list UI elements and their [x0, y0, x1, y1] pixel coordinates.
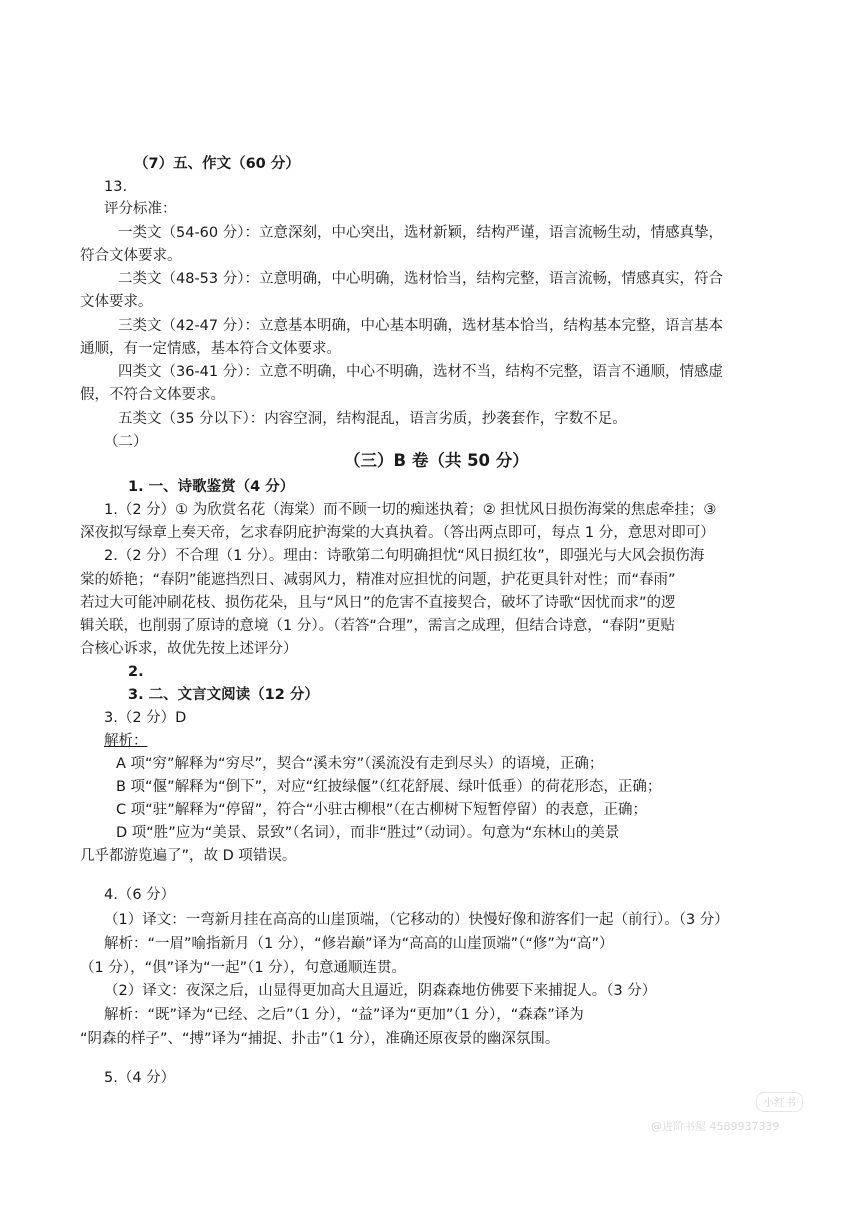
text-line: 5.（4 分） [104, 1070, 176, 1086]
text-line: 3.（2 分）D [104, 710, 187, 726]
text-line: 通顺，有一定情感，基本符合文体要求。 [80, 341, 341, 357]
text-line: 3. 二、文言文阅读（12 分） [128, 687, 319, 703]
text-line: B 项“偃”解释为“倒下”，对应“红披绿偃”（红花舒展、绿叶低垂）的荷花形态，正确； [116, 779, 662, 795]
text-line: 棠的娇艳；“春阴”能遮挡烈日、减弱风力，精准对应担忧的问题，护花更具针对性；而“春雨” [80, 572, 676, 588]
text-line: 合核心诉求，故优先按上述评分） [80, 641, 298, 657]
text-line: 辑关联，也削弱了原诗的意境（1 分）。（若答“合理”，需言之成理，但结合诗意，“春阴”更贴 [80, 618, 675, 634]
text-line: 2.（2 分）不合理（1 分）。理由：诗歌第二句明确担忧“风日损红妆”，即强光与大风会损伤海 [104, 548, 705, 564]
text-line: 几乎都游览遍了”，故 D 项错误。 [80, 848, 297, 864]
text-line: 解析：“一眉”喻指新月（1 分），“修岩巅”译为“高高的山崖顶端”（“修”为“高”） [104, 936, 614, 952]
text-line: 文体要求。 [80, 294, 153, 310]
text-line: 假，不符合文体要求。 [80, 387, 225, 403]
watermark-badge: 小红书 [756, 1092, 803, 1112]
text-line: 四类文（36-41 分）：立意不明确，中心不明确，选材不当，结构不完整，语言不通顺，情感虚 [118, 364, 723, 380]
text-line: 二类文（48-53 分）：立意明确，中心明确，选材恰当，结构完整，语言流畅，情感真实，符合 [118, 271, 723, 287]
text-line: 评分标准： [104, 201, 177, 217]
text-line: （二） [104, 434, 148, 450]
watermark-text: @进阶书屋 4589937339 [651, 1120, 780, 1133]
text-line: C 项“驻”解释为“停留”，符合“小驻古柳根”（在古柳树下短暂停留）的表意，正确； [116, 802, 648, 818]
text-line: “阴森的样子”、“搏”译为“捕捉、扑击”（1 分），准确还原夜景的幽深氛围。 [80, 1031, 560, 1047]
text-line: （7）五、作文（60 分） [134, 156, 300, 172]
text-line: 1.（2 分）① 为欣赏名花（海棠）而不顾一切的痴迷执着；② 担忧风日损伤海棠的焦虑牵挂；③ [104, 502, 717, 518]
text-line: 2. [128, 664, 144, 680]
text-line: （2）译文：夜深之后，山显得更加高大且逼近，阴森森地仿佛要下来捕捉人。（3 分） [104, 983, 657, 999]
text-line: 4.（6 分） [104, 887, 176, 903]
text-line: （三）B 卷（共 50 分） [344, 451, 529, 470]
text-line: A 项“穷”解释为“穷尽”，契合“溪未穷”（溪流没有走到尽头）的语境，正确； [116, 756, 604, 772]
text-line: D 项“胜”应为“美景、景致”（名词），而非“胜过”（动词）。句意为“东林山的美景 [116, 825, 620, 841]
text-line: 一类文（54-60 分）：立意深刻，中心突出，选材新颖，结构严谨，语言流畅生动，情感真挚， [118, 225, 723, 241]
text-line: 若过大可能冲刷花枝、损伤花朵，且与“风日”的危害不直接契合，破坏了诗歌“因忧而求”的逻 [80, 595, 676, 611]
text-line: （1）译文：一弯新月挂在高高的山崖顶端，（它移动的）快慢好像和游客们一起（前行）。（3 分） [104, 912, 729, 928]
text-line: 解析： [104, 733, 148, 749]
text-line: 深夜拟写绿章上奏天帝，乞求春阴庇护海棠的大真执着。（答出两点即可，每点 1 分，意思对即可） [80, 525, 715, 541]
text-line: 五类文（35 分以下）：内容空洞，结构混乱，语言劣质，抄袭套作，字数不足。 [118, 411, 627, 427]
text-line: （1 分），“俱”译为“一起”（1 分），句意通顺连贯。 [80, 960, 406, 976]
text-line: 符合文体要求。 [80, 248, 182, 264]
text-line: 13. [104, 179, 128, 195]
text-line: 解析：“既”译为“已经、之后”（1 分），“益”译为“更加”（1 分），“森森”译为 [104, 1007, 584, 1023]
text-line: 三类文（42-47 分）：立意基本明确，中心基本明确，选材基本恰当，结构基本完整，语言基本 [118, 318, 723, 334]
text-line: 1. 一、诗歌鉴赏（4 分） [128, 479, 295, 495]
